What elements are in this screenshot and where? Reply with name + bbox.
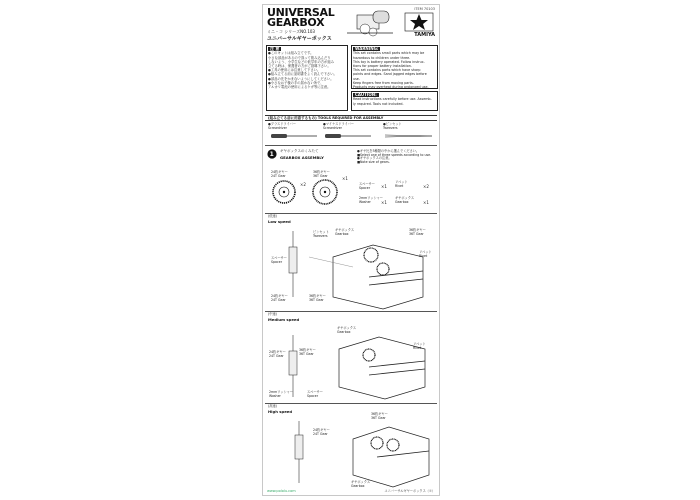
label-en: Gearbox bbox=[351, 483, 365, 488]
step-number: 1 bbox=[269, 151, 274, 158]
label-tweezers bbox=[313, 231, 329, 238]
part-en: Washer bbox=[359, 199, 371, 204]
warning-line: tions for proper battery installation. bbox=[353, 64, 412, 69]
part-qty: ×2 bbox=[423, 184, 429, 189]
series-number: ミニ・コ シリーズNO.103 bbox=[267, 29, 315, 34]
label-jp: 36枚ギヤー bbox=[309, 294, 326, 298]
tool-label-flat bbox=[323, 123, 354, 130]
label-gear24 bbox=[313, 429, 330, 436]
warning-line: hazardous to children under three. bbox=[353, 55, 411, 60]
caution-japanese-line: 小さな部品があるので誤って飲み込んだり bbox=[268, 55, 331, 60]
tools-illustration bbox=[267, 131, 437, 141]
instruction-sheet bbox=[262, 4, 440, 496]
label-jp: ピンセット bbox=[313, 230, 329, 234]
caution-japanese-line: 立てる時は、保護者の方がご指導下さい。 bbox=[268, 64, 331, 69]
label-jp: リベット bbox=[419, 250, 432, 254]
label-jp: 24枚ギヤー bbox=[313, 428, 330, 432]
title-block bbox=[267, 8, 334, 28]
caution-english-heading: CAUTION: bbox=[355, 92, 377, 97]
label-en: 36T Gear bbox=[371, 415, 386, 420]
label-jp: ギヤボックス bbox=[351, 480, 371, 484]
part-qty: ×2 bbox=[300, 182, 306, 187]
tool-jp: ●ピンセット bbox=[383, 122, 402, 126]
low-speed-heading: Low speed bbox=[268, 219, 291, 224]
warning-line: Products may overheat during prolonged use. bbox=[353, 85, 429, 90]
gearbox-illustration bbox=[343, 7, 403, 43]
medium-speed-jp: (中速) bbox=[268, 312, 277, 316]
warning-box bbox=[351, 45, 438, 89]
label-jp: 36枚ギヤー bbox=[299, 348, 316, 352]
label-washer bbox=[269, 391, 293, 398]
label-jp: 36枚ギヤー bbox=[409, 228, 426, 232]
step-note: ■Select one of three speeds according to use. bbox=[357, 152, 432, 157]
label-spacer bbox=[307, 391, 323, 398]
label-en: 24T Gear bbox=[269, 353, 284, 358]
part-24t-gear bbox=[271, 171, 288, 178]
warning-line: This set contains parts which have sharp bbox=[353, 68, 421, 73]
tool-en: Screwdriver bbox=[323, 125, 342, 130]
part-washer bbox=[359, 197, 383, 204]
high-speed-heading: High speed bbox=[268, 409, 293, 414]
label-jp: スペーサー bbox=[271, 256, 287, 260]
brand-logo-text: TAMIYA bbox=[414, 32, 435, 38]
label-jp: 24枚ギヤー bbox=[271, 294, 288, 298]
gear-36t-icon bbox=[313, 180, 337, 204]
high-speed-jp: (高速) bbox=[268, 404, 277, 408]
tools-heading: (組み立てる前に用意するもの) TOOLS REQUIRED FOR ASSEMBLY bbox=[265, 115, 437, 121]
title-line-2: GEARBOX bbox=[267, 16, 325, 29]
warning-heading: WARNING: bbox=[355, 46, 379, 51]
warning-line: This toy is battery operated. Follow instruc- bbox=[353, 59, 425, 64]
label-en: 36T Gear bbox=[299, 351, 314, 356]
high-speed-diagram bbox=[273, 417, 433, 489]
screwdriver-icon bbox=[271, 134, 317, 138]
label-gear24 bbox=[269, 351, 286, 358]
label-en: 36T Gear bbox=[409, 231, 424, 236]
warning-line: This set contains small parts which may be bbox=[353, 51, 425, 56]
step-note: ●ギヤ比を3種類の中から選んでください。 bbox=[357, 149, 420, 153]
medium-speed-diagram bbox=[273, 325, 433, 405]
tweezers-icon bbox=[385, 135, 432, 137]
part-en: Rivet bbox=[395, 183, 404, 188]
label-gear24 bbox=[271, 295, 288, 302]
label-en: 36T Gear bbox=[309, 297, 324, 302]
caution-japanese-box bbox=[266, 45, 348, 111]
tool-label-tweezers bbox=[383, 123, 402, 130]
label-jp: リベット bbox=[413, 342, 426, 346]
part-jp: スペーサー bbox=[359, 182, 375, 186]
label-en: 24T Gear bbox=[313, 431, 328, 436]
label-jp: ギヤボックス bbox=[337, 326, 357, 330]
label-en: Rivet bbox=[413, 345, 422, 350]
part-qty: ×1 bbox=[381, 184, 387, 189]
label-spacer bbox=[271, 257, 287, 264]
part-jp: 2mmワッシャー bbox=[359, 196, 383, 200]
part-qty: ×1 bbox=[423, 200, 429, 205]
part-gearbox bbox=[395, 197, 414, 204]
caution-japanese-line: アルカリ電池の使用によるケガ等に注意。 bbox=[268, 85, 331, 90]
warning-line: Keep fingers free from moving parts. bbox=[353, 80, 414, 85]
tool-en: Screwdriver bbox=[268, 125, 287, 130]
divider bbox=[265, 213, 437, 214]
label-en: Spacer bbox=[307, 393, 319, 398]
footer-url: www.pololu.com bbox=[267, 489, 296, 493]
label-jp: スペーサー bbox=[307, 390, 323, 394]
label-jp: ギヤボックス bbox=[335, 228, 355, 232]
caution-japanese-line: ●工具の使用には注意して下さい。 bbox=[268, 68, 321, 73]
part-jp: 24枚ギヤー bbox=[271, 170, 288, 174]
caution-japanese-line: しないよう、小学生などの低学年の方が組み bbox=[268, 59, 334, 64]
part-jp: リベット bbox=[395, 180, 408, 184]
caution-japanese-line: ●このキットは組み立てです。 bbox=[268, 51, 314, 56]
footer-page-label: ユニバーサルギヤーボックス（①） bbox=[384, 489, 435, 493]
step-notes bbox=[357, 150, 431, 164]
part-en: Gearbox bbox=[395, 199, 409, 204]
caution-japanese-heading: 注 意 bbox=[270, 46, 280, 51]
part-qty: ×1 bbox=[342, 176, 348, 181]
label-gear36 bbox=[371, 413, 388, 420]
caution-japanese-line: ●組み立てる前に説明書をよく読んで下さい。 bbox=[268, 72, 337, 77]
item-number: ITEM 70103 bbox=[414, 7, 435, 11]
label-jp: 24枚ギヤー bbox=[269, 350, 286, 354]
label-en: 24T Gear bbox=[271, 297, 286, 302]
part-36t-gear bbox=[313, 171, 330, 178]
tool-jp: ●マイナスドライバー bbox=[323, 122, 355, 126]
label-en: Gearbox bbox=[335, 231, 349, 236]
label-gear36 bbox=[299, 349, 316, 356]
part-jp: ギヤボックス bbox=[395, 196, 415, 200]
label-en: Tweezers bbox=[313, 233, 328, 238]
tool-label-phillips bbox=[268, 123, 296, 130]
part-jp: 36枚ギヤー bbox=[313, 170, 330, 174]
step-note: ●ギヤボックスの注意。 bbox=[357, 156, 392, 161]
divider bbox=[265, 145, 437, 146]
part-qty: ×1 bbox=[381, 200, 387, 205]
warning-line: points and edges. Sand jagged edges before bbox=[353, 72, 427, 77]
screwdriver-icon bbox=[325, 134, 371, 138]
divider bbox=[265, 311, 437, 312]
warning-line: use. bbox=[353, 76, 360, 81]
label-gearbox bbox=[337, 327, 356, 334]
step-heading-jp: ギヤボックスのくみたて bbox=[280, 149, 319, 153]
part-rivet bbox=[395, 181, 408, 188]
label-jp: 2mmワッシャー bbox=[269, 390, 293, 394]
step-note: ■Note size of gears. bbox=[357, 159, 390, 164]
label-en: Gearbox bbox=[337, 329, 351, 334]
step-heading-en: GEARBOX ASSEMBLY bbox=[280, 155, 324, 160]
label-rivet bbox=[419, 251, 432, 258]
label-gearbox bbox=[351, 481, 370, 488]
title-japanese: ユニバーサルギヤーボックス bbox=[267, 36, 332, 42]
label-gear36 bbox=[309, 295, 326, 302]
tool-jp: ●プラスドライバー bbox=[268, 122, 297, 126]
part-en: 36T Gear bbox=[313, 173, 328, 178]
caution-english-line: Read instructions carefully before use. Assemb- bbox=[353, 97, 432, 102]
caution-english-box bbox=[351, 91, 438, 111]
caution-english-line: ly required. Tools not included. bbox=[353, 101, 404, 106]
title-line-1: UNIVERSAL bbox=[267, 6, 335, 19]
label-jp: 36枚ギヤー bbox=[371, 412, 388, 416]
caution-japanese-line: ●小さなお子様の手の届かない所で、 bbox=[268, 80, 324, 85]
low-speed-jp: (低速) bbox=[268, 214, 277, 218]
divider bbox=[265, 403, 437, 404]
tool-en: Tweezers bbox=[383, 125, 398, 130]
label-en: Washer bbox=[269, 393, 281, 398]
label-rivet bbox=[413, 343, 426, 350]
low-speed-diagram bbox=[273, 227, 433, 311]
label-en: Spacer bbox=[271, 259, 283, 264]
caution-japanese-line: ●部品の先をかまないようにしてください。 bbox=[268, 76, 334, 81]
label-en: Rivet bbox=[419, 253, 428, 258]
label-gear36 bbox=[409, 229, 426, 236]
part-en: 24T Gear bbox=[271, 173, 286, 178]
part-spacer bbox=[359, 183, 375, 190]
medium-speed-heading: Medium speed bbox=[268, 317, 300, 322]
part-en: Spacer bbox=[359, 185, 371, 190]
label-gearbox bbox=[335, 229, 354, 236]
gear-parts-illustration bbox=[271, 176, 351, 213]
gear-24t-icon bbox=[273, 181, 295, 203]
